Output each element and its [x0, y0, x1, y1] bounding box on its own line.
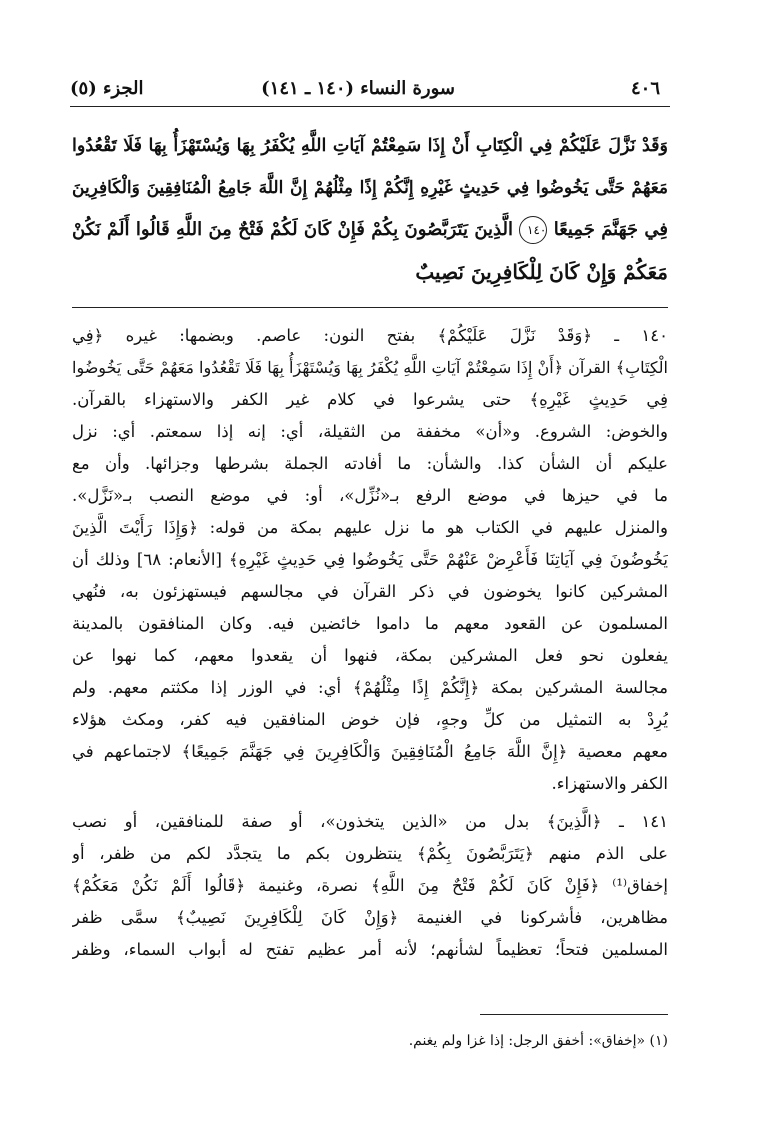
commentary-line: والخوض: الشروع. و«أن» مخففة من الثقيلة، أي: إنه إذا سمعتم. أي: نزل [72, 422, 668, 441]
quran-line: وَقَدْ نَزَّلَ عَلَيْكُمْ فِي الْكِتَابِ أَنْ إِذَا سَمِعْتُمْ آيَاتِ اللَّهِ يُكْفَرُ بِهَا وَيُسْتَهْزَأُ بِهَا فَلَا تَقْعُدُوا [72, 136, 668, 156]
commentary-line: عليكم أن الشأن كذا. والشأن: ما أفادته الجملة بشرطها وجزائها. وأن مع [72, 454, 668, 473]
commentary-line: على الذم منهم ﴿يَتَرَبَّصُونَ بِكُمْ﴾ ينتظرون بكم ما يتجدَّد لكم من ظفر، أو [72, 844, 668, 863]
commentary-line: المسلمين فتحاً؛ تعظيماً لشأنهم؛ لأنه أمر عظيم تفتح له أبواب السماء، وظفر [72, 940, 668, 959]
commentary-line: ١٤٠ ـ ﴿وَقَدْ نَزَّلَ عَلَيْكُمْ﴾ بفتح النون: عاصم. وبضمها: غيره ﴿فِي [72, 326, 668, 345]
commentary-line: المشركين كانوا يخوضون في ذكر القرآن في مجالسهم فيستهزئون به، فنُهي [72, 582, 668, 601]
quran-line: مَعَكُمْ وَإِنْ كَانَ لِلْكَافِرِينَ نَصِيبٌ [415, 260, 668, 284]
page-header [70, 74, 660, 108]
commentary-line: الكفر والاستهزاء. [551, 774, 668, 793]
commentary-line: يُرِدْ به التمثيل من كلِّ وجهٍ، فإن خوض المنافقين فيه كفر، ومكث هؤلاء [72, 710, 668, 729]
quran-line-segment: الَّذِينَ يَتَرَبَّصُونَ بِكُمْ فَإِنْ كَانَ لَكُمْ فَتْحٌ مِنَ اللَّهِ قَالُوا أَلَمْ نَكُنْ [72, 219, 513, 240]
ayah-number-marker: ١٤٠ [519, 216, 547, 244]
commentary-line: مظاهرين، فأشركونا في الغنيمة ﴿وَإِنْ كَانَ لِلْكَافِرِينَ نَصِيبٌ﴾ سمَّى ظفر [72, 908, 668, 927]
juz-label: الجزء (٥) [70, 78, 144, 99]
header-rule [70, 106, 670, 107]
commentary-line: مجالسة المشركين بمكة ﴿إِنَّكُمْ إِذًا مِثْلُهُمْ﴾ أي: في الوزر إذا مكثتم معهم. ولم [72, 678, 668, 697]
page-number: ٤٠٦ [630, 78, 660, 99]
footnote-rule [480, 1014, 668, 1015]
section-rule [72, 307, 668, 308]
quran-line-segment: فِي جَهَنَّمَ جَمِيعًا [553, 219, 668, 240]
commentary-line: يَخُوضُونَ فِي آيَاتِنَا فَأَعْرِضْ عَنْهُمْ حَتَّى يَخُوضُوا فِي حَدِيثٍ غَيْرِهِ﴾ [الأنعام: ٦٨] وذلك أن [72, 550, 668, 569]
quran-text-block [72, 126, 668, 296]
quran-line [72, 210, 668, 250]
footnote: (١) «إخفاق»: أخفق الرجل: إذا غزا ولم يغنم. [408, 1033, 668, 1049]
commentary-line: ما في حيزها في موضع الرفع بـ«نُزِّل»، أو: في موضع النصب بـ«نَزَّل». [72, 486, 668, 505]
commentary-line: ١٤١ ـ ﴿الَّذِينَ﴾ بدل من «الذين يتخذون»، أو صفة للمنافقين، أو نصب [72, 812, 668, 831]
commentary-line: معهم معصية ﴿إِنَّ اللَّهَ جَامِعُ الْمُنَافِقِينَ وَالْكَافِرِينَ فِي جَهَنَّمَ جَمِيعًا﴾ لاجتماعهم في [72, 742, 668, 761]
commentary-line: المسلمون عن القعود معهم ما داموا خائضين فيه. وكان المنافقون بالمدينة [72, 614, 668, 633]
surah-title: سورة النساء (١٤٠ ـ ١٤١) [261, 78, 455, 99]
commentary-line: يفعلون نحو فعل المشركين بمكة، فنهوا أن يقعدوا معهم، كما نهوا عن [72, 646, 668, 665]
commentary-line: فِي حَدِيثٍ غَيْرِهِ﴾ حتى يشرعوا في كلام غير الكفر والاستهزاء بالقرآن. [72, 390, 668, 409]
quran-line: مَعَهُمْ حَتَّى يَخُوضُوا فِي حَدِيثٍ غَيْرِهِ إِنَّكُمْ إِذًا مِثْلُهُمْ إِنَّ اللَّهَ جَامِعُ الْمُنَافِقِينَ وَالْكَافِرِينَ [72, 178, 668, 198]
commentary-line: إخفاق⁽¹⁾ ﴿فَإِنْ كَانَ لَكُمْ فَتْحٌ مِنَ اللَّهِ﴾ نصرة، وغنيمة ﴿قَالُوا أَلَمْ نَكُنْ مَعَكُمْ﴾ [72, 876, 668, 895]
commentary-line: الْكِتَابِ﴾ القرآن ﴿أَنْ إِذَا سَمِعْتُمْ آيَاتِ اللَّهِ يُكْفَرُ بِهَا وَيُسْتَهْزَأُ بِهَا فَلَا تَقْعُدُوا مَعَهُمْ حَتَّى يَخُوضُوا [72, 358, 668, 377]
commentary-line: والمنزل عليهم في الكتاب هو ما نزل عليهم بمكة من قوله: ﴿وَإِذَا رَأَيْتَ الَّذِينَ [72, 518, 668, 537]
